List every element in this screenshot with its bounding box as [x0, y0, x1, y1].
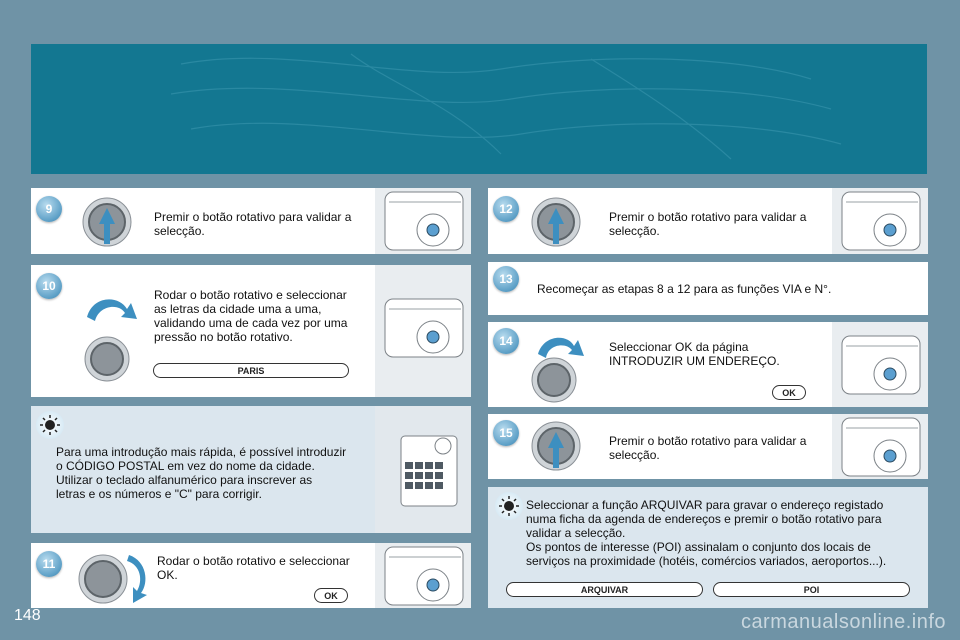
step-15-number: 15 [493, 420, 519, 446]
control-panel-icon [832, 414, 928, 479]
lightbulb-icon [36, 411, 64, 439]
poi-button[interactable]: POI [713, 582, 910, 597]
step-15-text: Premir o botão rotativo para validar a selecção. [609, 434, 807, 462]
alphanumeric-keypad-icon [375, 406, 471, 533]
step-11-card [31, 543, 471, 608]
control-panel-icon [832, 332, 928, 398]
step-12-card [488, 188, 928, 254]
step-15-panel [832, 414, 928, 479]
control-panel-icon [375, 188, 471, 254]
header-banner [31, 44, 927, 174]
lightbulb-icon [495, 492, 523, 520]
rotary-knob-push-icon [530, 194, 590, 250]
step-9-card [31, 188, 471, 254]
rotary-knob-push-icon [81, 194, 141, 250]
arquivar-button[interactable]: ARQUIVAR [506, 582, 703, 597]
tip-card-postal-code [31, 406, 471, 533]
step-11-panel [375, 543, 471, 608]
control-panel-icon [832, 188, 928, 254]
tip-postal-code-text: Para uma introdução mais rápida, é possível introduzir o CÓDIGO POSTAL em vez do nome da cidade. Utilizar o teclado alfanumérico para inscrever as letras e os números e "C" para corrigir. [56, 445, 347, 501]
control-panel-icon [375, 295, 471, 361]
step-14-number: 14 [493, 328, 519, 354]
paris-button[interactable]: PARIS [153, 363, 349, 378]
ok-button[interactable]: OK [772, 385, 806, 400]
step-14-panel [832, 322, 928, 407]
control-panel-icon [375, 543, 471, 608]
step-14-text: Seleccionar OK da página INTRODUZIR UM ENDEREÇO. [609, 340, 780, 368]
step-13-number: 13 [493, 266, 519, 292]
ok-button[interactable]: OK [314, 588, 348, 603]
step-9-text: Premir o botão rotativo para validar a selecção. [154, 210, 352, 238]
step-10-panel [375, 265, 471, 397]
watermark: carmanualsonline.info [740, 611, 946, 633]
tip-archive-text: Seleccionar a função ARQUIVAR para gravar o endereço registado numa ficha da agenda de endereços e premir o botão rotativo para validar a selecção. Os pontos de interesse (POI) assinalam o conjunto dos locais de serviços na proximidade (hotéis, comércios variados, aeroportos...). [526, 498, 887, 568]
rotary-knob-turn-icon [79, 287, 149, 379]
keypad-panel [375, 406, 471, 533]
step-12-panel [832, 188, 928, 254]
page-number: 148 [14, 607, 41, 624]
step-10-card [31, 265, 471, 397]
step-13-card [488, 262, 928, 315]
step-9-panel [375, 188, 471, 254]
step-10-number: 10 [36, 273, 62, 299]
rotary-knob-turn-icon [528, 328, 598, 404]
step-11-number: 11 [36, 551, 62, 577]
step-11-text: Rodar o botão rotativo e seleccionar OK. [157, 554, 350, 582]
step-9-number: 9 [36, 196, 62, 222]
rotary-knob-push-icon [530, 418, 590, 474]
step-14-card [488, 322, 928, 407]
step-12-number: 12 [493, 196, 519, 222]
topographic-pattern [31, 44, 927, 174]
step-10-text: Rodar o botão rotativo e seleccionar as letras da cidade uma a uma, validando uma de cada vez por uma pressão no botão rotativo. [154, 288, 348, 344]
step-13-text: Recomeçar as etapas 8 a 12 para as funções VIA e N°. [537, 282, 832, 296]
step-15-card [488, 414, 928, 479]
tip-card-archive [488, 487, 928, 608]
rotary-knob-turn-icon [77, 549, 157, 605]
step-12-text: Premir o botão rotativo para validar a selecção. [609, 210, 807, 238]
